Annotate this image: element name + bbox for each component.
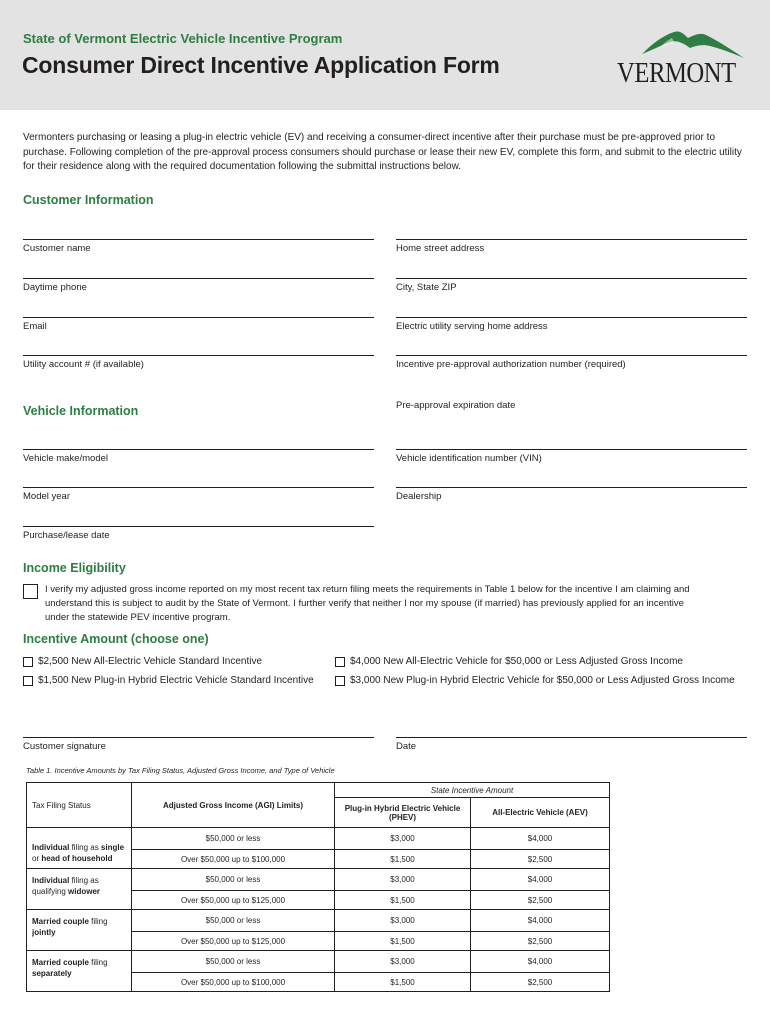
status-label-part: Individual <box>32 843 70 852</box>
agi-cell: $50,000 or less <box>132 828 335 850</box>
phev-amount-cell: $3,000 <box>335 910 471 932</box>
program-title: State of Vermont Electric Vehicle Incentive Program <box>23 31 343 46</box>
status-label-part: single <box>100 843 125 852</box>
preapproval-number-field[interactable]: Incentive pre-approval authorization number (required) <box>396 355 747 370</box>
status-label-part: widower <box>68 887 101 896</box>
aev-amount-cell: $2,500 <box>471 850 610 869</box>
signature-date-field[interactable]: Date <box>396 737 747 752</box>
table-row <box>27 828 610 850</box>
aev-amount-cell: $4,000 <box>471 910 610 932</box>
incentive-option-label: $4,000 New All-Electric Vehicle for $50,000 or Less Adjusted Gross Income <box>350 656 683 667</box>
status-label-part: filing as qualifying <box>32 876 99 896</box>
col-header-phev: Plug-in Hybrid Electric Vehicle (PHEV) <box>335 798 471 828</box>
aev-amount-cell: $2,500 <box>471 932 610 951</box>
agi-cell: Over $50,000 up to $125,000 <box>132 932 335 951</box>
table-body <box>27 828 610 992</box>
home-street-address-field[interactable]: Home street address <box>396 239 747 254</box>
incentive-checkbox[interactable] <box>335 657 345 667</box>
daytime-phone-field[interactable]: Daytime phone <box>23 278 374 293</box>
status-label-part: filing as <box>69 843 101 852</box>
phev-amount-cell: $3,000 <box>335 869 471 891</box>
email-field[interactable]: Email <box>23 317 374 332</box>
table-caption: Table 1. Incentive Amounts by Tax Filing Status, Adjusted Gross Income, and Type of Vehicle <box>26 766 335 775</box>
aev-amount-cell: $4,000 <box>471 951 610 973</box>
incentive-checkbox[interactable] <box>23 657 33 667</box>
agi-cell: $50,000 or less <box>132 869 335 891</box>
phev-amount-cell: $1,500 <box>335 973 471 992</box>
utility-account-field[interactable]: Utility account # (if available) <box>23 355 374 370</box>
phev-amount-cell: $1,500 <box>335 850 471 869</box>
col-header-tax-filing-status: Tax Filing Status <box>27 783 132 828</box>
aev-amount-cell: $4,000 <box>471 828 610 850</box>
incentive-option-label: $1,500 New Plug-in Hybrid Electric Vehicle Standard Incentive <box>38 675 314 686</box>
income-eligibility-heading: Income Eligibility <box>23 561 126 575</box>
status-label-part: Married couple <box>32 958 89 967</box>
agi-cell: Over $50,000 up to $100,000 <box>132 973 335 992</box>
agi-cell: Over $50,000 up to $100,000 <box>132 850 335 869</box>
table-row <box>27 869 610 891</box>
vehicle-info-heading: Vehicle Information <box>23 404 139 418</box>
phev-amount-cell: $1,500 <box>335 891 471 910</box>
incentive-checkbox[interactable] <box>23 676 33 686</box>
preapproval-expiration-field[interactable]: Pre-approval expiration date <box>396 400 516 411</box>
city-state-zip-field[interactable]: City, State ZIP <box>396 278 747 293</box>
status-label-part: Married couple <box>32 917 89 926</box>
tax-filing-status-cell <box>27 869 132 910</box>
agi-cell: $50,000 or less <box>132 951 335 973</box>
dealership-field[interactable]: Dealership <box>396 487 747 502</box>
tax-filing-status-cell <box>27 828 132 869</box>
income-verify-checkbox[interactable] <box>23 584 38 599</box>
incentive-checkbox[interactable] <box>335 676 345 686</box>
col-header-state-incentive: State Incentive Amount <box>335 783 610 798</box>
table-row <box>27 951 610 973</box>
customer-signature-field[interactable]: Customer signature <box>23 737 374 752</box>
form-title: Consumer Direct Incentive Application Form <box>22 52 500 78</box>
electric-utility-field[interactable]: Electric utility serving home address <box>396 317 747 332</box>
incentive-amount-heading: Incentive Amount (choose one) <box>23 632 209 646</box>
status-label-part: Individual <box>32 876 70 885</box>
vermont-logo-text: VERMONT <box>617 58 736 89</box>
col-header-agi: Adjusted Gross Income (AGI) Limits) <box>132 783 335 828</box>
phev-amount-cell: $3,000 <box>335 951 471 973</box>
agi-cell: $50,000 or less <box>132 910 335 932</box>
vin-field[interactable]: Vehicle identification number (VIN) <box>396 449 747 464</box>
incentive-option-label: $3,000 New Plug-in Hybrid Electric Vehicle for $50,000 or Less Adjusted Gross Income <box>350 675 735 686</box>
aev-amount-cell: $2,500 <box>471 891 610 910</box>
phev-amount-cell: $1,500 <box>335 932 471 951</box>
phev-amount-cell: $3,000 <box>335 828 471 850</box>
table-row <box>27 910 610 932</box>
customer-info-heading: Customer Information <box>23 193 154 207</box>
status-label-part: jointly <box>32 928 56 937</box>
col-header-aev: All-Electric Vehicle (AEV) <box>471 798 610 828</box>
aev-amount-cell: $2,500 <box>471 973 610 992</box>
customer-name-field[interactable]: Customer name <box>23 239 374 254</box>
vehicle-make-model-field[interactable]: Vehicle make/model <box>23 449 374 464</box>
model-year-field[interactable]: Model year <box>23 487 374 502</box>
incentive-option-label: $2,500 New All-Electric Vehicle Standard Incentive <box>38 656 263 667</box>
agi-cell: Over $50,000 up to $125,000 <box>132 891 335 910</box>
status-label-part: filing <box>88 958 108 967</box>
status-label-part: or <box>32 854 42 863</box>
incentive-table <box>26 782 610 992</box>
aev-amount-cell: $4,000 <box>471 869 610 891</box>
intro-paragraph: Vermonters purchasing or leasing a plug-in electric vehicle (EV) and receiving a consumer-direct incentive after their purchase must be pre-approved prior to purchase. Following completion of the pre-approval process consumers should purchase or lease their new EV, complete this form, and submit to the electric utility for their residence along with the required documentation following the submittal instructions below. <box>23 132 742 172</box>
tax-filing-status-cell <box>27 951 132 992</box>
status-label-part: head of household <box>41 854 113 863</box>
status-label-part: separately <box>32 969 72 978</box>
page-header <box>0 0 770 110</box>
income-verify-text: I verify my adjusted gross income reported on my most recent tax return filing meets the requirements in Table 1 below for the incentive I am claiming and understand this is subject to audit by the State of Vermont. I further verify that neither I nor my spouse (if married) has previously applied for an incentive under the statewide PEV incentive program. <box>45 584 690 623</box>
tax-filing-status-cell <box>27 910 132 951</box>
purchase-date-field[interactable]: Purchase/lease date <box>23 526 374 541</box>
status-label-part: filing <box>88 917 108 926</box>
